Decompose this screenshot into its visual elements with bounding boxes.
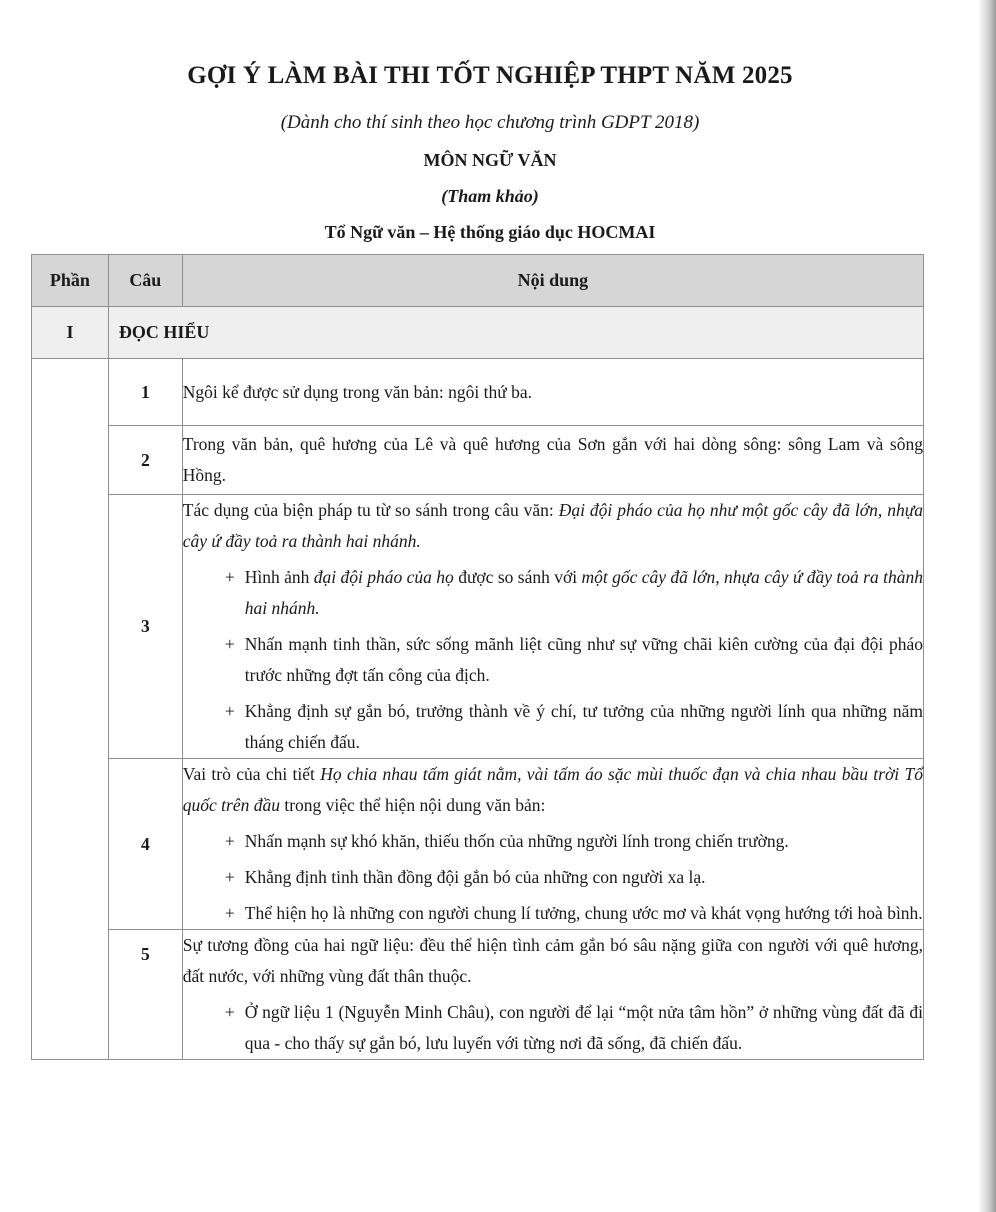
table-header-row: [32, 255, 924, 307]
question-number: 2: [108, 426, 182, 495]
question-number: 4: [108, 759, 182, 930]
plus-icon: +: [224, 831, 235, 851]
organization-label: Tổ Ngữ văn – Hệ thống giáo dục HOCMAI: [324, 222, 656, 242]
answer-text: Trong văn bản, quê hương của Lê và quê hương của Sơn gắn với hai dòng sông: sông Lam và sông Hồng.: [182, 434, 923, 485]
plus-icon: +: [224, 567, 235, 587]
bullet-item: [183, 629, 923, 691]
question-number: 3: [108, 495, 182, 759]
bullet-item: [183, 562, 923, 624]
bullet-text: Hình ảnh đại đội pháo của họ được so sánh với một gốc cây đã lớn, nhựa cây ứ đầy toả ra thành hai nhánh.: [244, 567, 923, 618]
plus-icon: +: [224, 903, 235, 923]
document-subtitle: (Dành cho thí sinh theo học chương trình GDPT 2018): [280, 112, 700, 133]
intro-text: Vai trò của chi tiết: [182, 764, 321, 784]
answer-table: [31, 254, 924, 1060]
bullet-text: Thể hiện họ là những con người chung lí tưởng, chung ước mơ và khát vọng hướng tới hoà bình.: [244, 903, 923, 923]
part-cell-empty: [32, 359, 109, 1060]
bullet-item: [183, 826, 923, 857]
subject-label: MÔN NGỮ VĂN: [423, 150, 557, 170]
reference-note: (Tham khảo): [441, 186, 539, 206]
document-title: GỢI Ý LÀM BÀI THI TỐT NGHIỆP THPT NĂM 2025: [187, 62, 793, 89]
answer-content: [182, 495, 923, 759]
answer-intro: [183, 759, 923, 821]
bullet-text: Nhấn mạnh sự khó khăn, thiếu thốn của những người lính trong chiến trường.: [244, 831, 789, 851]
bullet-item: [183, 997, 923, 1059]
question-number: 1: [108, 359, 182, 426]
section-row: [32, 307, 924, 359]
question-number: 5: [108, 930, 182, 1060]
table-row: [32, 359, 924, 426]
plus-icon: +: [224, 634, 235, 654]
section-title: ĐỌC HIỂU: [108, 307, 923, 359]
intro-text: Tác dụng của biện pháp tu từ so sánh trong câu văn:: [182, 500, 559, 520]
bullet-text: Ở ngữ liệu 1 (Nguyễn Minh Châu), con người để lại “một nửa tâm hồn” ở những vùng đất đã đi qua - cho thấy sự gắn bó, lưu luyến với từng nơi đã sống, đã chiến đấu.: [244, 1002, 923, 1053]
answer-text: Ngôi kể được sử dụng trong văn bản: ngôi thứ ba.: [182, 381, 533, 402]
quoted-text: Đại đội pháo của họ như một gốc cây đã lớn, nhựa cây ứ đầy toả ra thành hai nhánh.: [182, 500, 923, 551]
answer-content: [182, 930, 923, 1060]
quoted-text: Họ chia nhau tấm giát nằm, vài tấm áo sặc mùi thuốc đạn và chia nhau bầu trời Tổ quốc trên đầu: [182, 764, 923, 815]
answer-content: [182, 426, 923, 495]
table-row: [32, 930, 924, 1060]
bullet-item: [183, 696, 923, 758]
plus-icon: +: [224, 701, 235, 721]
header-content: Nội dung: [182, 255, 923, 307]
answer-content: [182, 759, 923, 930]
table-row: [32, 426, 924, 495]
header-part: Phần: [32, 255, 109, 307]
bullet-text: Khẳng định tinh thần đồng đội gắn bó của những con người xa lạ.: [244, 867, 706, 887]
answer-content: [182, 359, 923, 426]
table-row: [32, 759, 924, 930]
bullet-text: Nhấn mạnh tinh thần, sức sống mãnh liệt cũng như sự vững chãi kiên cường của đại đội pháo trước những đợt tấn công của địch.: [244, 634, 923, 685]
intro-end-text: trong việc thể hiện nội dung văn bản:: [279, 795, 546, 815]
section-number: I: [32, 307, 109, 359]
table-row: [32, 495, 924, 759]
bullet-item: [183, 862, 923, 893]
plus-icon: +: [224, 1002, 235, 1022]
answer-intro: [183, 495, 923, 557]
answer-intro: Sự tương đồng của hai ngữ liệu: đều thể hiện tình cảm gắn bó sâu nặng giữa con người với quê hương, đất nước, với những vùng đất thân thuộc.: [182, 935, 923, 986]
page-edge-shadow: [978, 0, 996, 1212]
plus-icon: +: [224, 867, 235, 887]
bullet-text: Khẳng định sự gắn bó, trưởng thành về ý chí, tư tưởng của những người lính qua những năm tháng chiến đấu.: [244, 701, 923, 752]
bullet-item: [183, 898, 923, 929]
header-question: Câu: [108, 255, 182, 307]
